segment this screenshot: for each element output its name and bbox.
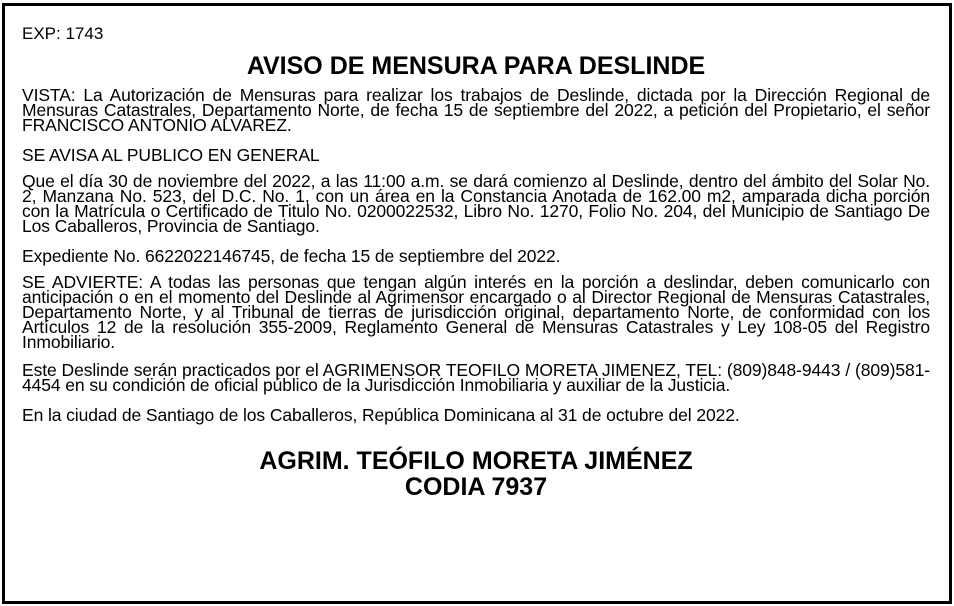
paragraph-deslinde: Que el día 30 de noviembre del 2022, a las 11:00 a.m. se dará comienzo al Deslinde, dentro del ámbito del Solar No. 2, Manzana No. 523, del D.C. No. 1, con un área en la Constancia Anotada de 162.00 m2, amparada dicha porción con la Matrícula o Certificado de Titulo No. 0200022532, Libro No. 1270, Folio No. 204, del Municipio de Santiago De Los Caballeros, Provincia de Santiago. xyxy=(22,171,930,236)
paragraph-expediente: Expediente No. 6622022146745, de fecha 15 de septiembre del 2022. xyxy=(22,246,561,266)
paragraph-fecha: En la ciudad de Santiago de los Caballeros, República Dominicana al 31 de octubre del 2022. xyxy=(22,405,740,425)
notice-content xyxy=(22,24,930,500)
expediente-label: EXP: 1743 xyxy=(22,24,104,43)
signature-codia: CODIA 7937 xyxy=(404,473,548,501)
paragraph-advierte: SE ADVIERTE: A todas las personas que tengan algún interés en la porción a deslindar, deben comunicarlo con anticipación o en el momento del Deslinde al Agrimensor encargado o al Director Regional de Mensuras Catastrales, Departamento Norte, y al Tribunal de tierras de jurisdicción original, departamento Norte, de conformidad con los Artículos 12 de la resolución 355-2009, Reglamento General de Mensuras Catastrales y Ley 108-05 del Registro Inmobiliario. xyxy=(22,272,930,352)
signature-block xyxy=(22,448,930,500)
paragraph-agrimensor: Este Deslinde serán practicados por el AGRIMENSOR TEOFILO MORETA JIMENEZ, TEL: (809)848-9443 / (809)581-4454 en su condición de oficial público de la Jurisdicción Inmobiliaria y auxiliar de la Justicia. xyxy=(22,360,930,395)
signature-name: AGRIM. TEÓFILO MORETA JIMÉNEZ xyxy=(259,447,693,475)
paragraph-aviso-publico: SE AVISA AL PUBLICO EN GENERAL xyxy=(22,145,320,165)
notice-title: AVISO DE MENSURA PARA DESLINDE xyxy=(246,52,706,80)
paragraph-vista: VISTA: La Autorización de Mensuras para realizar los trabajos de Deslinde, dictada por la Dirección Regional de Mensuras Catastrales, Departamento Norte, de fecha 15 de septiembre del 2022, a petición del Propietario, el señor FRANCISCO ANTONIO ALVAREZ. xyxy=(22,85,930,135)
notice-frame xyxy=(2,3,952,604)
